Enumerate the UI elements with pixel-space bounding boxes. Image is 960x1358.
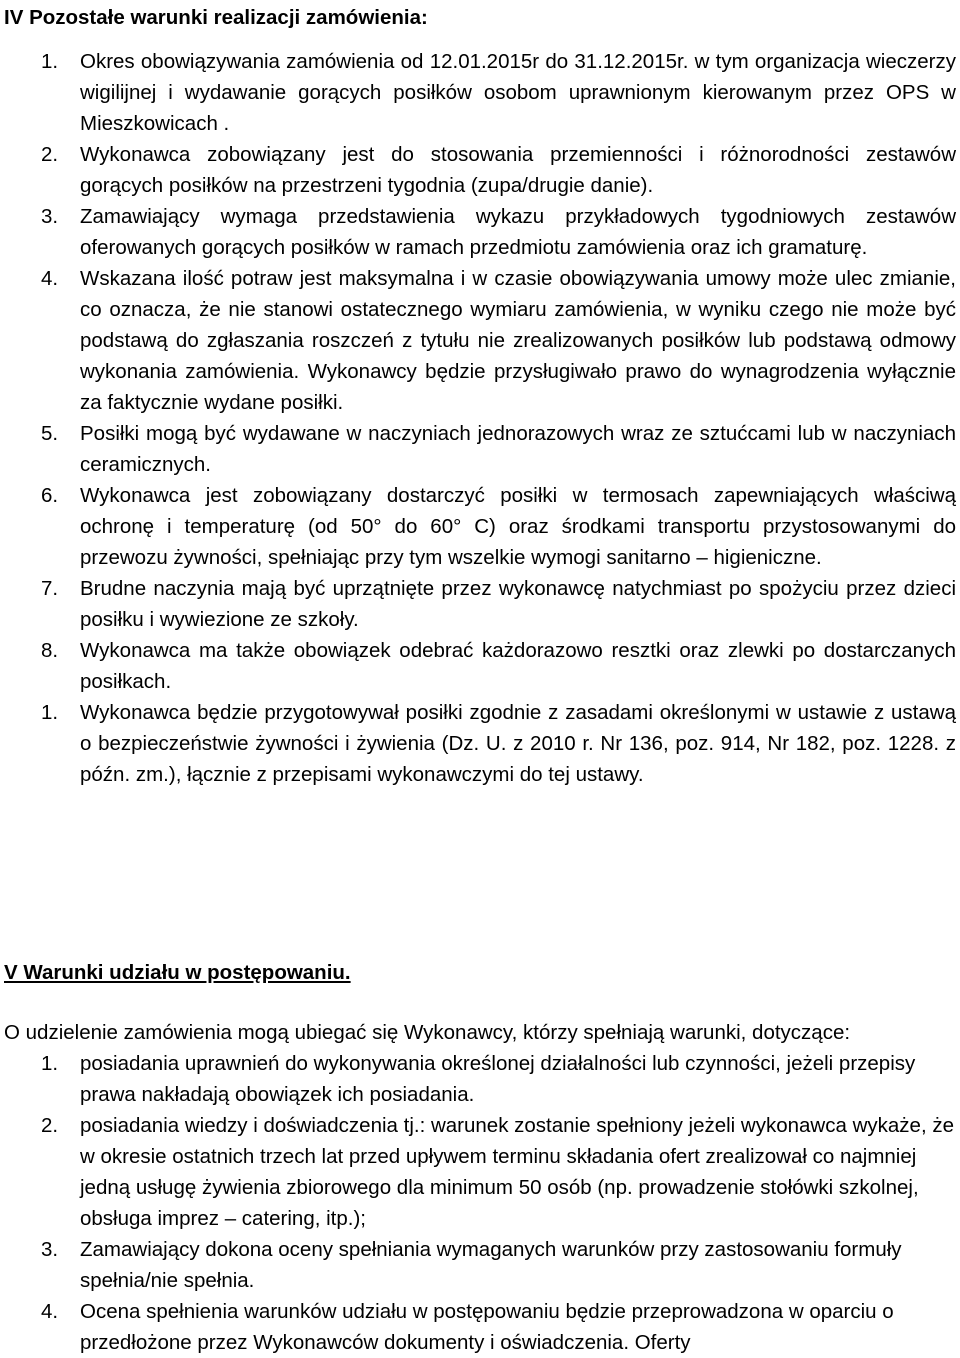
item-number: 3. <box>41 205 59 228</box>
item-number: 5. <box>41 422 59 445</box>
list-item <box>4 480 960 573</box>
item-text: Okres obowiązywania zamówienia od 12.01.2015r do 31.12.2015r. w tym organizacja wieczerzy wigilijnej i wydawanie gorących posiłków osobom uprawnionym kierowanym przez OPS w Mieszkowicach . <box>80 50 956 135</box>
list-item <box>4 1110 960 1234</box>
item-text: Wykonawca zobowiązany jest do stosowania przemienności i różnorodności zestawów gorących posiłków na przestrzeni tygodnia (zupa/drugie danie). <box>80 143 956 197</box>
item-text: Wykonawca jest zobowiązany dostarczyć posiłki w termosach zapewniających właściwą ochronę i temperaturę (od 50° do 60° C) oraz środkami transportu przystosowanymi do przewozu żywności, spełniając przy tym wszelkie wymogi sanitarno – higieniczne. <box>80 484 956 569</box>
item-text: Wykonawca ma także obowiązek odebrać każdorazowo resztki oraz zlewki po dostarczanych posiłkach. <box>80 639 956 693</box>
list-item <box>4 1048 960 1110</box>
item-number: 1. <box>41 701 59 724</box>
item-number: 1. <box>41 50 59 73</box>
section-iv-list <box>4 46 960 790</box>
list-item <box>4 1296 960 1358</box>
item-number: 2. <box>41 1114 59 1137</box>
section-v-intro: O udzielenie zamówienia mogą ubiegać się Wykonawcy, którzy spełniają warunki, dotyczące: <box>4 1021 851 1044</box>
item-text: Ocena spełnienia warunków udziału w postępowaniu będzie przeprowadzona w oparciu o przedłożone przez Wykonawców dokumenty i oświadczenia. Oferty <box>80 1300 894 1354</box>
item-number: 7. <box>41 577 59 600</box>
item-number: 2. <box>41 143 59 166</box>
item-text: Zamawiający dokona oceny spełniania wymaganych warunków przy zastosowaniu formuły spełnia/nie spełnia. <box>80 1238 902 1292</box>
item-text: Wykonawca będzie przygotowywał posiłki zgodnie z zasadami określonymi w ustawie z ustawą o bezpieczeństwie żywności i żywienia (Dz. U. z 2010 r. Nr 136, poz. 914, Nr 182, poz. 1228. z późn. zm.), łącznie z przepisami wykonawczymi do tej ustawy. <box>80 701 956 786</box>
list-item <box>4 139 960 201</box>
item-number: 3. <box>41 1238 59 1261</box>
item-text: Brudne naczynia mają być uprzątnięte przez wykonawcę natychmiast po spożyciu przez dzieci posiłku i wywiezione ze szkoły. <box>80 577 956 631</box>
list-item <box>4 573 960 635</box>
section-v-heading <box>4 957 351 988</box>
item-number: 1. <box>41 1052 59 1075</box>
list-item <box>4 418 960 480</box>
item-text: posiadania wiedzy i doświadczenia tj.: warunek zostanie spełniony jeżeli wykonawca wykaże, że w okresie ostatnich trzech lat przed upływem terminu składania ofert zrealizował co najmniej jedną usługę żywienia zbiorowego dla minimum 50 osób (np. prowadzenie stołówki szkolnej, obsługa imprez – catering, itp.); <box>80 1114 954 1230</box>
section-v-heading-text: V Warunki udziału w postępowaniu. <box>4 961 351 984</box>
item-number: 8. <box>41 639 59 662</box>
item-number: 6. <box>41 484 59 507</box>
section-v-list <box>4 1048 960 1358</box>
list-item <box>4 697 960 790</box>
item-number: 4. <box>41 1300 59 1323</box>
list-item <box>4 46 960 139</box>
list-item <box>4 201 960 263</box>
item-text: Posiłki mogą być wydawane w naczyniach jednorazowych wraz ze sztućcami lub w naczyniach ceramicznych. <box>80 422 956 476</box>
list-item <box>4 1234 960 1296</box>
item-text: posiadania uprawnień do wykonywania określonej działalności lub czynności, jeżeli przepisy prawa nakładają obowiązek ich posiadania. <box>80 1052 916 1106</box>
item-text: Wskazana ilość potraw jest maksymalna i w czasie obowiązywania umowy może ulec zmianie, co oznacza, że nie stanowi ostatecznego wymiaru zamówienia, w wyniku czego nie może być podstawą do zgłaszania roszczeń z tytułu nie zrealizowanych posiłków lub podstawą odmowy wykonania zamówienia. Wykonawcy będzie przysługiwało prawo do wynagrodzenia wyłącznie za faktycznie wydane posiłki. <box>80 267 956 414</box>
list-item <box>4 635 960 697</box>
list-item <box>4 263 960 418</box>
item-text: Zamawiający wymaga przedstawienia wykazu przykładowych tygodniowych zestawów oferowanych gorących posiłków w ramach przedmiotu zamówienia oraz ich gramaturę. <box>80 205 956 259</box>
section-iv-heading: IV Pozostałe warunki realizacji zamówienia: <box>4 6 428 29</box>
item-number: 4. <box>41 267 59 290</box>
